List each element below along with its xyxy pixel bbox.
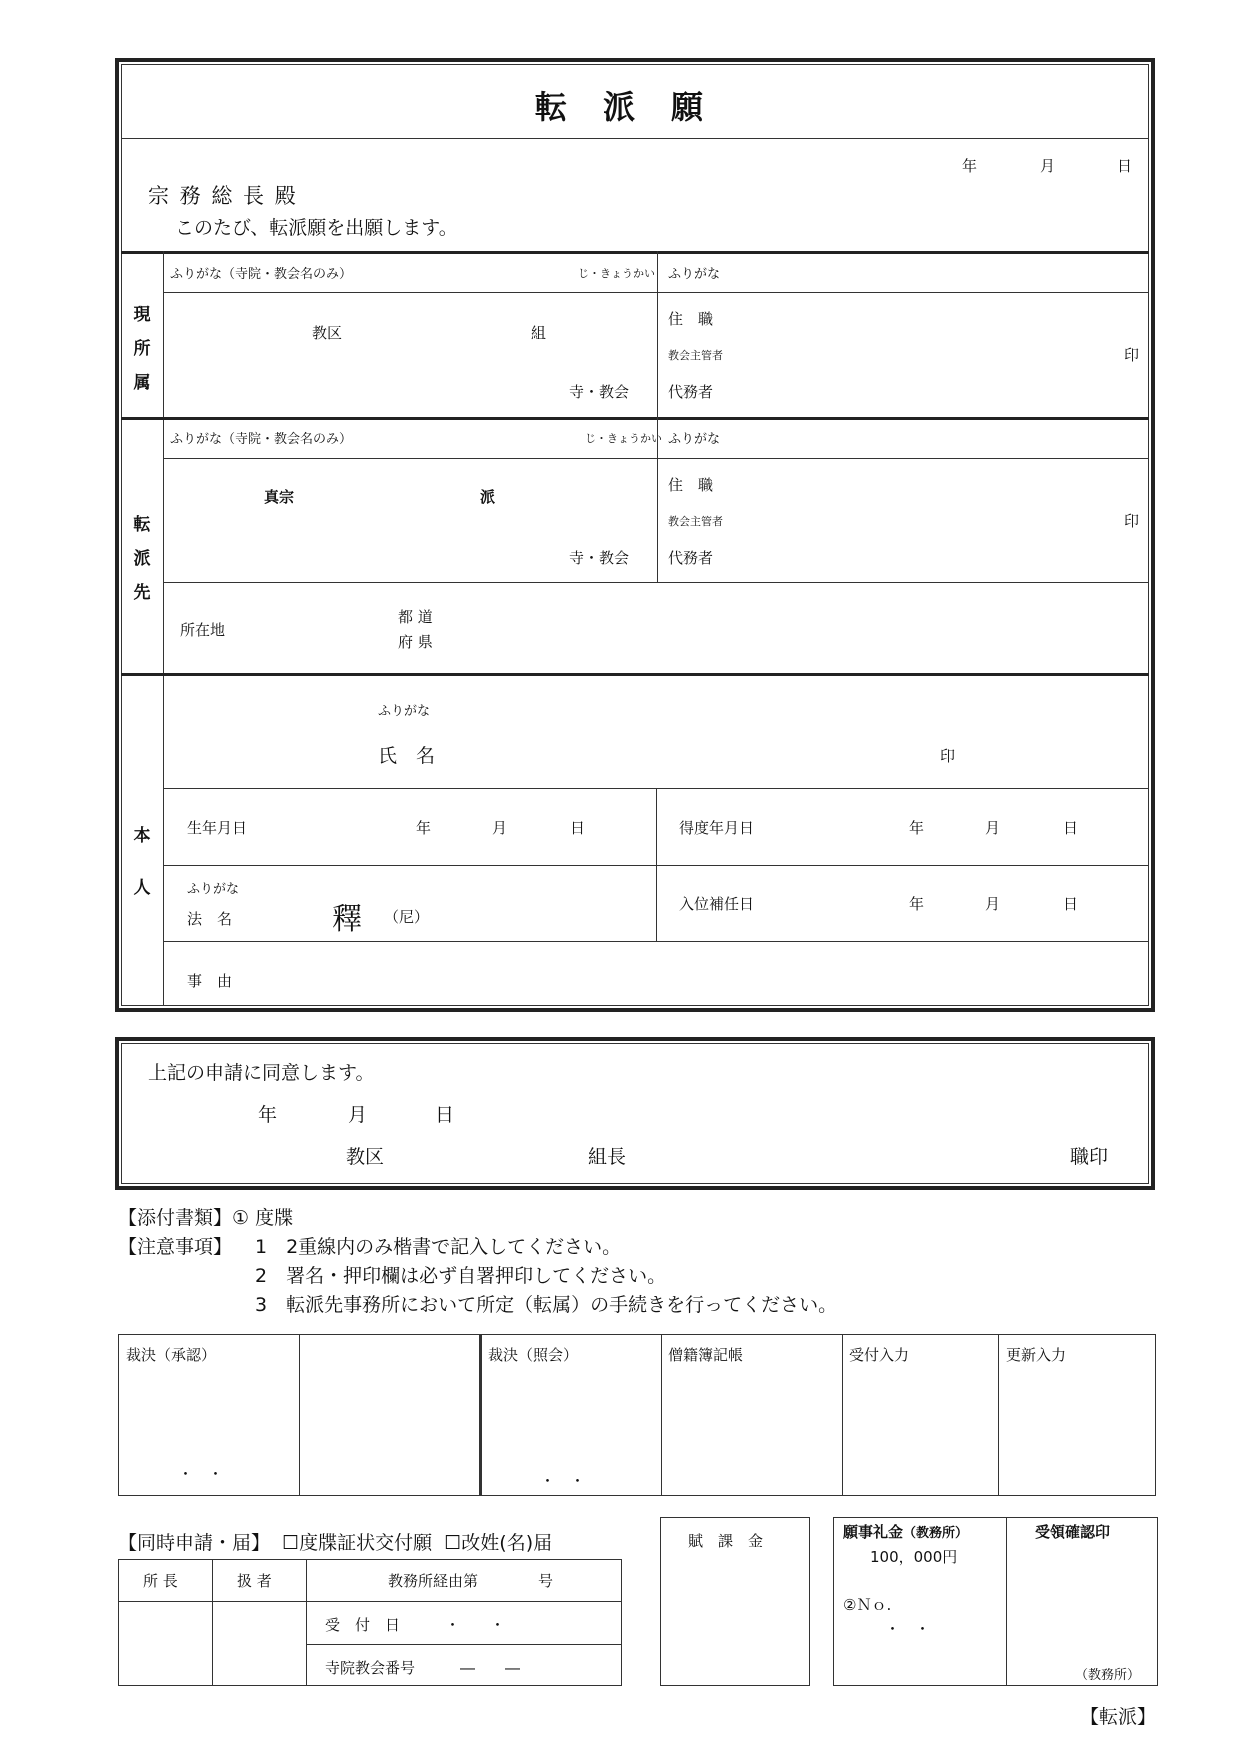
ganji-label: 願事礼金（教務所） xyxy=(843,1523,969,1541)
destination-kyokai-shukansha: 教会主管者 xyxy=(668,515,723,528)
current-side-label: 現 所 属 xyxy=(133,305,151,393)
receipt-label: 受領確認印 xyxy=(1035,1523,1111,1541)
divider xyxy=(163,582,1149,583)
current-daimusha: 代務者 xyxy=(668,383,714,401)
label-column-line xyxy=(163,251,164,1006)
person-nyui-label: 入位補任日 xyxy=(679,895,755,913)
sim-uketsuke: 受 付 日 ・ ・ xyxy=(325,1616,506,1634)
ganji-no: ②Ｎｏ. xyxy=(843,1596,892,1614)
divider xyxy=(163,458,1149,459)
divider xyxy=(163,865,1149,866)
sim-vline-2 xyxy=(306,1559,307,1686)
current-furigana-suffix: じ・きょうかい xyxy=(578,267,655,280)
consent-kumicho: 組長 xyxy=(588,1146,627,1168)
birth-day: 日 xyxy=(570,819,586,837)
destination-daimusha: 代務者 xyxy=(668,549,714,567)
current-mid-line xyxy=(657,251,658,417)
destination-fuken: 府 県 xyxy=(398,633,433,651)
date-month: 月 xyxy=(1040,157,1056,175)
divider xyxy=(163,941,1149,942)
office-col-register: 僧籍簿記帳 xyxy=(668,1346,744,1364)
consent-shokuin: 職印 xyxy=(1070,1146,1109,1168)
current-kumi: 組 xyxy=(531,324,547,342)
office-col-input: 受付入力 xyxy=(849,1346,910,1364)
office-dots-2: ・ ・ xyxy=(540,1472,586,1490)
sim-vline-1 xyxy=(212,1559,213,1686)
divider xyxy=(121,673,1149,676)
consent-kyoku: 教区 xyxy=(346,1146,385,1168)
fuka-label: 賦 課 金 xyxy=(688,1532,764,1550)
person-tokudo-label: 得度年月日 xyxy=(679,819,755,837)
divider xyxy=(121,251,1149,254)
person-birthdate-label: 生年月日 xyxy=(187,819,248,837)
person-homyo-label: 法 名 xyxy=(187,910,233,928)
date-year: 年 xyxy=(962,157,978,175)
destination-furigana-label: ふりがな（寺院・教会名のみ） xyxy=(170,432,353,447)
divider xyxy=(121,417,1149,420)
sim-keiyu: 教務所経由第 号 xyxy=(388,1572,554,1590)
nyui-month: 月 xyxy=(985,895,1001,913)
simultaneous-line: 【同時申請・届】 ☐度牒証状交付願 ☐改姓(名)届 xyxy=(118,1532,553,1554)
caution-label: 【注意事項】 xyxy=(118,1236,233,1258)
sim-atsukaisha: 扱 者 xyxy=(237,1572,272,1590)
addressee: 宗 務 総 長 殿 xyxy=(148,184,298,208)
current-jushoku: 住 職 xyxy=(668,310,714,328)
divider xyxy=(163,292,1149,293)
destination-furigana-suffix: じ・きょうかい xyxy=(585,432,662,445)
nyui-day: 日 xyxy=(1063,895,1079,913)
birth-year: 年 xyxy=(416,819,432,837)
caution-item-2: 2 署名・押印欄は必ず自署押印してください。 xyxy=(255,1265,667,1287)
footer-tag: 【転派】 xyxy=(1080,1706,1157,1728)
destination-temple-suffix: 寺・教会 xyxy=(569,549,630,567)
person-ni: （尼） xyxy=(384,908,430,926)
office-col-approval: 裁決（承認） xyxy=(126,1346,217,1364)
current-seal: 印 xyxy=(1124,346,1140,364)
caution-item-3: 3 転派先事務所において所定（転属）の手続きを行ってください。 xyxy=(255,1294,838,1316)
office-dots-1: ・ ・ xyxy=(178,1465,224,1483)
sim-hline-1 xyxy=(118,1601,622,1602)
sim-shocho: 所 長 xyxy=(143,1572,178,1590)
sim-hline-2 xyxy=(306,1644,622,1645)
person-name-seal: 印 xyxy=(940,747,956,765)
ganji-dots: ・ ・ xyxy=(885,1620,931,1638)
consent-text: 上記の申請に同意します。 xyxy=(148,1062,375,1084)
divider xyxy=(121,138,1149,139)
ganji-amount: 100，000円 xyxy=(870,1548,958,1566)
caution-item-1: 1 2重線内のみ楷書で記入してください。 xyxy=(255,1236,622,1258)
person-reason-label: 事 由 xyxy=(187,972,233,990)
destination-jushoku: 住 職 xyxy=(668,476,714,494)
birth-month: 月 xyxy=(492,819,508,837)
destination-mid-line xyxy=(657,417,658,582)
tokudo-year: 年 xyxy=(909,819,925,837)
option-dochou-checkbox[interactable]: ☐度牒証状交付願 xyxy=(282,1532,433,1554)
person-homyo-furigana: ふりがな xyxy=(187,882,240,897)
form-title: 転 派 願 xyxy=(534,88,705,126)
destination-furigana-right: ふりがな xyxy=(668,432,721,447)
attach-line: 【添付書類】① 度牒 xyxy=(118,1207,294,1229)
destination-location-label: 所在地 xyxy=(180,621,226,639)
receipt-note: （教務所） xyxy=(1075,1668,1141,1683)
tokudo-month: 月 xyxy=(985,819,1001,837)
current-furigana-label: ふりがな（寺院・教会名のみ） xyxy=(170,267,353,282)
sim-bango: 寺院教会番号 ― ― xyxy=(325,1659,521,1677)
office-col-inquiry: 裁決（照会） xyxy=(488,1346,579,1364)
destination-todo: 都 道 xyxy=(398,608,433,626)
destination-ha: 派 xyxy=(480,488,496,506)
consent-year: 年 xyxy=(258,1104,278,1126)
request-line: このたび、転派願を出願します。 xyxy=(175,217,458,239)
consent-day: 日 xyxy=(435,1104,455,1126)
nyui-year: 年 xyxy=(909,895,925,913)
option-kaisei-checkbox[interactable]: ☐改姓(名)届 xyxy=(444,1532,553,1554)
current-temple-suffix: 寺・教会 xyxy=(569,383,630,401)
destination-shinshu: 真宗 xyxy=(264,488,295,506)
destination-side-label: 転 派 先 xyxy=(133,515,151,603)
current-furigana-right: ふりがな xyxy=(668,267,721,282)
consent-month: 月 xyxy=(348,1104,368,1126)
receipt-cell xyxy=(1006,1517,1158,1686)
person-name-label: 氏 名 xyxy=(378,745,436,767)
tokudo-day: 日 xyxy=(1063,819,1079,837)
office-cell-blank xyxy=(299,1334,480,1496)
person-shaku: 釋 xyxy=(332,902,362,937)
office-col-update: 更新入力 xyxy=(1006,1346,1067,1364)
current-kyokai-shukansha: 教会主管者 xyxy=(668,349,723,362)
person-side-label: 本 人 xyxy=(133,826,151,898)
destination-seal: 印 xyxy=(1124,512,1140,530)
date-day: 日 xyxy=(1117,157,1133,175)
person-name-furigana: ふりがな xyxy=(378,704,431,719)
current-kyoku: 教区 xyxy=(312,324,343,342)
